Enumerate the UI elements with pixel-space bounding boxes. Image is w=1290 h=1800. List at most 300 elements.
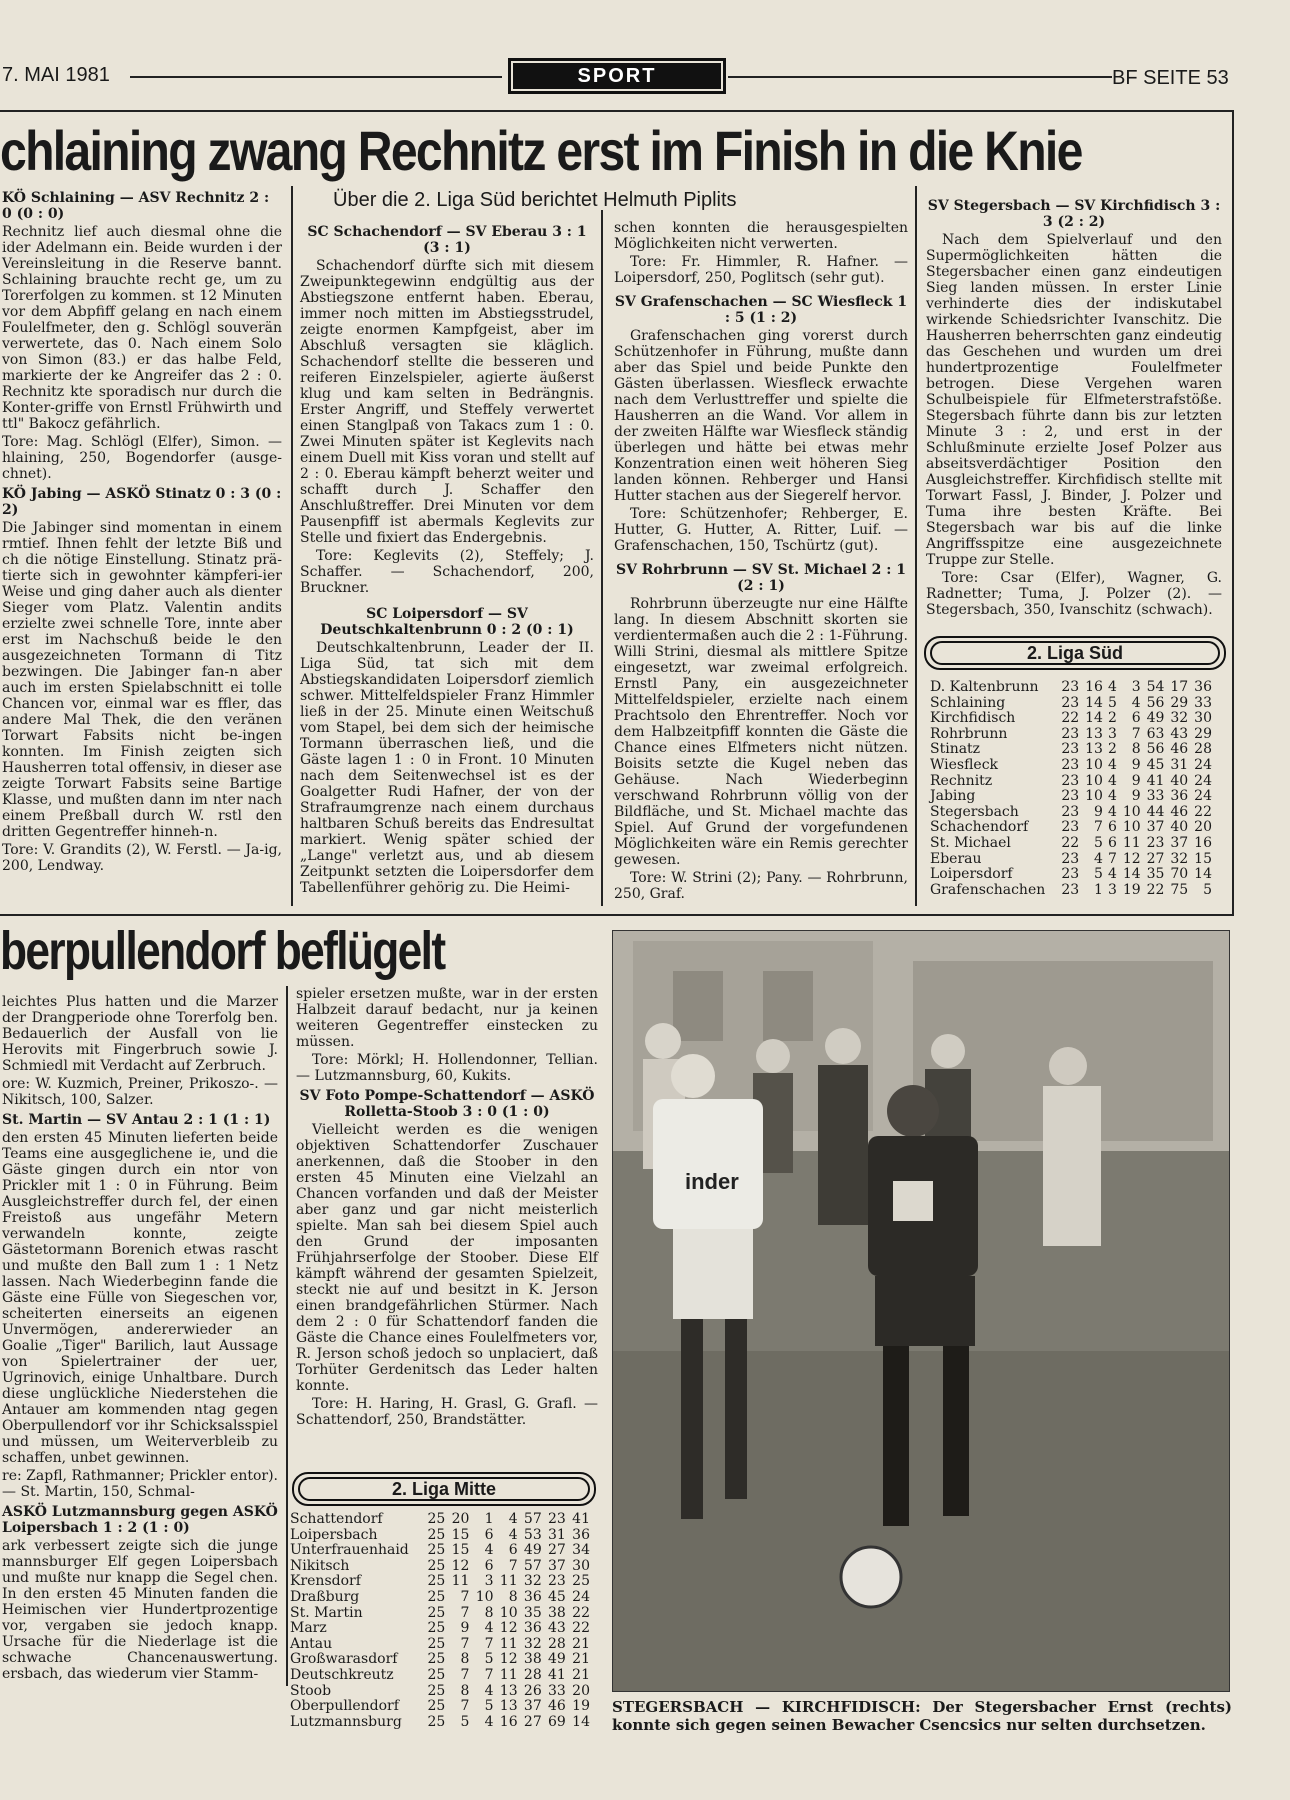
stat-cell: 25 [427,1698,446,1715]
stat-cell: 10 [475,1588,494,1605]
stat-cell: 31 [1170,756,1189,773]
league-table-mitte [290,1512,590,1730]
stat-cell: 22 [1146,881,1165,898]
page-number: BF SEITE 53 [1112,67,1229,89]
stat-cell: 23 [1061,694,1080,711]
stat-cell: 28 [523,1666,542,1683]
table-row [930,742,1212,758]
team-name: Schlaining [930,694,1006,711]
stat-cell: 11 [499,1573,518,1590]
stat-cell: 8 [508,1588,518,1605]
article-column-3 [614,220,908,910]
stat-cell: 22 [572,1604,590,1621]
stat-cell: 41 [572,1511,590,1527]
stat-cell: 25 [427,1588,446,1605]
article-column-5 [2,994,278,1734]
stat-cell: 27 [523,1713,542,1730]
match-heading: SC Schachendorf — SV Eberau 3 : 1 (3 : 1) [307,224,587,256]
team-name: Unterfrauenhaid [290,1542,409,1559]
match-report: Schachendorf dürfte sich mit diesem Zweipunktegewinn endgültig aus der Abstiegszone entfernt haben. Eberau, immer noch mitten im Abstiegsstrudel, zeigte enormen Kampfgeist, aber im Abschluß versagten sie kläglich. Schachendorf stellte die besseren und reiferen Einzelspieler, agierte äußerst klug und kam selten in Bedrängnis. Erster Angriff, und Steffely verwertet einen Stanglpaß von Takacs zum 1 : 0. Zwei Minuten später ist Keglevits nach einem Duell mit Kiss voran und stellt auf 2 : 0. Eberau kämpft beherzt weiter und schafft durch J. Schaffer den Anschlußtreffer. Drei Minuten vor dem Pausenpfiff ist abermals Keglevits zur Stelle und fixiert das Endergebnis. [300,258,594,546]
stat-cell: 40 [1170,772,1189,789]
stat-cell: 37 [523,1698,542,1715]
stat-cell: 49 [1146,710,1165,727]
match-report: schen konnten die herausgespielten Möglichkeiten nicht verwerten. [614,220,908,252]
table-row [290,1574,590,1590]
stat-cell: 4 [1108,772,1117,789]
team-name: Deutschkreutz [290,1666,394,1683]
stat-cell: 43 [1170,725,1189,742]
stat-cell: 2 [1108,710,1117,727]
team-name: Rohrbrunn [930,725,1008,742]
table-row [290,1512,590,1528]
stat-cell: 7 [1108,850,1117,867]
team-name: Grafenschachen [930,881,1046,898]
stat-cell: 21 [572,1635,590,1652]
match-report: Nach dem Spielverlauf und den Supermöglichkeiten hätten die Stegersbacher einen ganz eindeutigen Sieg landen müssen. In erster Linie verhinderte dies der indiskutabel wirkende Schiedsrichter Ivanschitz. Die Hausherren beherrschten ganz eindeutig das Geschehen und wurden um drei hundertprozentige Foulelfmeter betrogen. Diese Vergehen waren Schulbeispiele für Elfmeterstrafstöße. Stegersbach führte dann bis zur letzten Minute 3 : 2, und erst in der Schlußminute erzielte Josef Polzer aus abseitsverdächtiger Position den Ausgleichstreffer. Kirchfidisch stellte mit Torwart Fassl, J. Binder, J. Polzer und Tuma ihre besten Kräfte. Bei Stegersbach war bis auf die linke Angriffsspitze eine ausgezeichnete Truppe zur Stelle. [926,232,1222,568]
stat-cell: 7 [460,1588,470,1605]
stat-cell: 11 [451,1573,470,1590]
stat-cell: 30 [572,1557,590,1574]
team-name: Rechnitz [930,772,993,789]
table-row [290,1590,590,1606]
stat-cell: 13 [499,1698,518,1715]
team-name: D. Kaltenbrunn [930,679,1039,695]
table-row [290,1699,590,1715]
stat-cell: 10 [499,1604,518,1621]
stat-cell: 56 [1146,741,1165,758]
stat-cell: 38 [523,1651,542,1668]
stat-cell: 10 [1085,772,1103,789]
stat-cell: 10 [1085,788,1103,805]
stat-cell: 44 [1146,803,1165,820]
stat-cell: 33 [1194,694,1212,711]
stat-cell: 16 [1194,834,1212,851]
stat-cell: 27 [1146,850,1165,867]
table-row [930,852,1212,868]
stat-cell: 7 [460,1635,470,1652]
stat-cell: 9 [1094,803,1103,820]
stat-cell: 7 [460,1666,470,1683]
team-name: Stoob [290,1682,332,1699]
stat-cell: 20 [451,1511,470,1527]
stat-cell: 24 [1194,772,1212,789]
stat-cell: 11 [1122,834,1141,851]
stat-cell: 26 [523,1682,542,1699]
stat-cell: 54 [1146,679,1165,695]
stat-cell: 25 [427,1635,446,1652]
stat-cell: 5 [1094,866,1103,883]
stat-cell: 23 [548,1511,566,1527]
match-heading: KÖ Jabing — ASKÖ Stinatz 0 : 3 (0 : 2) [2,486,282,518]
stat-cell: 22 [1061,710,1080,727]
stat-cell: 36 [572,1526,590,1543]
stat-cell: 25 [427,1620,446,1637]
stat-cell: 5 [484,1651,494,1668]
stat-cell: 23 [1061,772,1080,789]
stat-cell: 9 [1131,788,1141,805]
match-report: Die Jabinger sind momentan in einem rmtief. Ihnen fehlt der letzte Biß und ch die nötige Einstellung. Stinatz prä-tierte sich in gewohnter kämpferi-ier Weise und ging daher auch als dienter Sieger vom Platz. Valentin andits erzielte zwei schnelle Tore, innte aber erst im Nachschuß beide le den ausgezeichneten Tormann di Titz bezwingen. Die Jabinger fan-n aber auch im ersten Spielabschnitt ei tolle Chancen vor, einmal war es ffler, das andere Mal Thek, die den veränen Torwart Fabsits nicht be-ingen konnten. Im Finish zeigten sich Hausherren total offensiv, in dieser ase zeigte Torwart Fabsits seine Bartige Klasse, und mußten dann im nter nach einem Preßball durch W. rstl den dritten Gegentreffer hinneh-n. [2,520,282,840]
stat-cell: 45 [548,1588,566,1605]
table-row [290,1528,590,1544]
stat-cell: 23 [1061,741,1080,758]
stat-cell: 7 [1094,819,1103,836]
stat-cell: 40 [1170,819,1189,836]
stat-cell: 41 [1146,772,1165,789]
stat-cell: 14 [1122,866,1141,883]
stat-cell: 22 [1061,834,1080,851]
stat-cell: 33 [1146,788,1165,805]
stat-cell: 4 [484,1713,494,1730]
stat-cell: 15 [451,1526,470,1543]
table-row [930,696,1212,712]
stat-cell: 22 [1194,803,1212,820]
table-row [930,867,1212,883]
stat-cell: 36 [1170,788,1189,805]
stat-cell: 45 [1146,756,1165,773]
stat-cell: 5 [1094,834,1103,851]
stat-cell: 23 [1061,803,1080,820]
stat-cell: 36 [523,1620,542,1637]
team-name: Schattendorf [290,1511,383,1527]
stat-cell: 13 [1085,725,1103,742]
league-table-title: 2. Liga Mitte [298,1477,590,1501]
table-row [930,774,1212,790]
stat-cell: 7 [484,1635,494,1652]
stat-cell: 14 [1085,710,1103,727]
match-report: den ersten 45 Minuten lieferten beide Teams eine ausgeglichene ie, und die Gäste gingen durch ein ntor von Prickler mit 1 : 0 in Führung. Beim Ausgleichstreffer durch fel, der einen Freistoß aus ungefähr Metern verwandeln konnte, zeigte Gästetormann Borenich etwas rascht und mußte den Ball zum 1 : 1 Netz lassen. Nach Wiederbeginn fande die Gäste eine Fülle von Siegeschen vor, scheiterten einerseits an eigenen Unvermögen, andererwieder an Goalie „Tiger" Barilich, laut Aussage von Spielertrainer der uer, Ugrinovich, einige Unhaltbare. Durch diese unglückliche Niederstehen die Antauer am kommenden ntag gegen Oberpullendorf vor ihr Schicksalsspiel und müssen, um Weiterverbleib zu schaffen, unbet gewinnen. [2,1130,278,1466]
stat-cell: 29 [1170,694,1189,711]
stat-cell: 29 [1194,725,1212,742]
stat-cell: 14 [1194,866,1212,883]
table-row [930,836,1212,852]
frame-top [0,110,1234,112]
stat-cell: 4 [1094,850,1103,867]
stat-cell: 5 [1108,694,1117,711]
stat-cell: 31 [548,1526,566,1543]
table-row [290,1715,590,1731]
stat-cell: 23 [1061,850,1080,867]
stat-cell: 4 [484,1682,494,1699]
stat-cell: 23 [1061,756,1080,773]
match-report: leichtes Plus hatten und die Marzer der Drangperiode ohne Torerfolg ben. Bedauerlich der Ausfall von lie Herovits mit Fingerbruch sowie J. Schmiedl mit Verdacht auf Zerbruch. [2,994,278,1074]
stat-cell: 7 [508,1557,518,1574]
stat-cell: 5 [1203,881,1212,898]
match-report: Deutschkaltenbrunn, Leader der II. Liga Süd, tat sich mit dem Abstiegskandidaten Loipersdorf ziemlich schwer. Mittelfeldspieler Franz Himmler ließ in der 25. Minute einen Weitschuß vom Stapel, bei dem sich der heimische Tormann überraschen ließ, und die Gäste lagen 1 : 0 in Front. 10 Minuten nach dem Seitenwechsel ist es der Goalgetter Rudi Hafner, der von der Strafraumgrenze nach einem durchaus haltbaren Schuß bereits das Endresultat markiert. Wenig später schied der „Lange" verletzt aus, und ab diesem Zeitpunkt setzten die Loipersdorfer dem Tabellenführer gehörig zu. Die Heimi- [300,640,594,896]
stat-cell: 33 [548,1682,566,1699]
stat-cell: 35 [523,1604,542,1621]
stat-cell: 32 [1170,850,1189,867]
match-heading: SV Rohrbrunn — SV St. Michael 2 : 1 (2 : 1) [615,562,907,594]
stat-cell: 25 [427,1604,446,1621]
stat-cell: 3 [1108,725,1117,742]
table-row [930,883,1212,899]
stat-cell: 24 [572,1588,590,1605]
stat-cell: 23 [1061,819,1080,836]
stat-cell: 63 [1146,725,1165,742]
stat-cell: 23 [548,1573,566,1590]
team-name: Krensdorf [290,1573,361,1590]
stat-cell: 69 [548,1713,566,1730]
stat-cell: 22 [572,1620,590,1637]
team-name: Jabing [930,788,976,805]
match-report: spieler ersetzen mußte, war in der ersten Halbzeit darauf bedacht, nur ja keinen weiteren Gegentreffer einstecken zu müssen. [296,986,598,1050]
stat-cell: 3 [1108,881,1117,898]
table-row [930,805,1212,821]
stat-cell: 23 [1146,834,1165,851]
stat-cell: 6 [1131,710,1141,727]
stat-cell: 7 [484,1666,494,1683]
stat-cell: 46 [1170,803,1189,820]
stat-cell: 14 [1085,694,1103,711]
table-row [930,680,1212,696]
stat-cell: 46 [1170,741,1189,758]
stat-cell: 4 [1108,803,1117,820]
stat-cell: 12 [499,1651,518,1668]
table-row [930,758,1212,774]
match-summary: Tore: Keglevits (2), Steffely; J. Schaffer. — Schachendorf, 200, Bruckner. [300,548,594,596]
stat-cell: 19 [572,1698,590,1715]
match-summary: ore: W. Kuzmich, Preiner, Prikoszo-. — Nikitsch, 100, Salzer. [2,1076,278,1108]
stat-cell: 16 [1085,679,1103,695]
team-name: Stinatz [930,741,981,758]
match-summary: Tore: Fr. Himmler, R. Hafner. — Loipersdorf, 250, Poglitsch (sehr gut). [614,254,908,286]
league-table-title-box [292,1472,596,1506]
stat-cell: 6 [508,1542,518,1559]
stat-cell: 8 [460,1682,470,1699]
table-row [290,1652,590,1668]
header-rule-left [130,76,502,78]
stat-cell: 35 [1146,866,1165,883]
stat-cell: 5 [484,1698,494,1715]
stat-cell: 20 [1194,819,1212,836]
match-summary: Tore: Schützenhofer; Rehberger, E. Hutter, G. Hutter, A. Ritter, Luif. — Grafenschachen, 150, Tschürtz (gut). [614,506,908,554]
match-report: Rechnitz lief auch diesmal ohne die ider Adelmann ein. Beide wurden i der Vereinsleitung in die Reserve bannt. Schlaining brauchte recht ge, um zu Torerfolgen zu kommen. st 12 Minuten vor dem Abpfiff gelang en nach einem Foulelfmeter, den g. Schlögl souverän verwertete, das 0. Nach einem Solo von Simon (83.) er das halbe Feld, markierte der ke Angreifer das 2 : 0. Rechnitz kte sporadisch nur durch die Konter-griffe von Ernstl Frühwirth und ttl" Bakocz gefährlich. [2,224,282,432]
stat-cell: 57 [523,1511,542,1527]
match-summary: Tore: Csar (Elfer), Wagner, G. Radnetter; Tuma, J. Polzer (2). — Stegersbach, 350, Ivanschitz (schwach). [926,570,1222,618]
team-name: Schachendorf [930,819,1029,836]
table-row [290,1606,590,1622]
stat-cell: 49 [523,1542,542,1559]
team-name: Loipersbach [290,1526,378,1543]
team-name: Loipersdorf [930,866,1013,883]
section-label: SPORT [508,58,726,94]
match-photo-illustration [613,931,1229,1691]
stat-cell: 13 [499,1682,518,1699]
stat-cell: 25 [427,1557,446,1574]
main-headline: chlaining zwang Rechnitz erst im Finish in die Knie [0,119,1082,182]
stat-cell: 41 [548,1666,566,1683]
stat-cell: 46 [548,1698,566,1715]
stat-cell: 25 [427,1713,446,1730]
stat-cell: 6 [484,1557,494,1574]
stat-cell: 75 [1170,881,1189,898]
stat-cell: 6 [1108,819,1117,836]
stat-cell: 25 [427,1511,446,1527]
stat-cell: 24 [1194,756,1212,773]
match-summary: Tore: V. Grandits (2), W. Ferstl. — Ja-ig, 200, Lendway. [2,842,282,874]
stat-cell: 23 [1061,679,1080,695]
table-row [930,820,1212,836]
team-name: Antau [290,1635,333,1652]
article-column-1 [2,186,282,910]
stat-cell: 25 [427,1682,446,1699]
match-heading: ASKÖ Lutzmannsburg gegen ASKÖ Loipersbach 1 : 2 (1 : 0) [2,1504,278,1536]
stat-cell: 4 [484,1542,494,1559]
match-summary: Tore: Mörkl; H. Hollendonner, Tellian. — Lutzmannsburg, 60, Kukits. [296,1052,598,1084]
match-heading: KÖ Schlaining — ASV Rechnitz 2 : 0 (0 : 0) [2,190,270,222]
stat-cell: 20 [572,1682,590,1699]
team-name: Großwarasdorf [290,1651,398,1668]
league-table-title-box [924,636,1226,670]
article-column-6 [296,986,598,1428]
stat-cell: 57 [523,1557,542,1574]
stat-cell: 4 [1108,756,1117,773]
jersey-lettering: inder [685,1169,739,1194]
team-name: Draßburg [290,1588,360,1605]
stat-cell: 17 [1170,679,1189,695]
stat-cell: 4 [508,1511,518,1527]
match-heading: SV Grafenschachen — SC Wiesfleck 1 : 5 (1 : 2) [614,294,908,326]
stat-cell: 8 [1131,741,1141,758]
stat-cell: 3 [1131,679,1141,695]
stat-cell: 4 [1108,866,1117,883]
stat-cell: 10 [1122,819,1141,836]
stat-cell: 37 [1146,819,1165,836]
stat-cell: 2 [1108,741,1117,758]
stat-cell: 25 [572,1573,590,1590]
article-column-2 [300,220,594,910]
table-row [290,1543,590,1559]
table-row [930,711,1212,727]
stat-cell: 25 [427,1526,446,1543]
stat-cell: 8 [460,1651,470,1668]
stat-cell: 23 [1061,881,1080,898]
col-divider-3 [915,186,917,906]
match-summary: Tore: Mag. Schlögl (Elfer), Simon. — hlaining, 250, Bogendorfer (ausge-chnet). [2,434,282,482]
stat-cell: 27 [548,1542,566,1559]
table-row [930,727,1212,743]
stat-cell: 28 [1194,741,1212,758]
stat-cell: 7 [460,1698,470,1715]
col-divider-2 [601,210,603,906]
stat-cell: 1 [484,1511,494,1527]
header-rule-right [728,76,1112,78]
stat-cell: 32 [523,1635,542,1652]
stat-cell: 14 [572,1713,590,1730]
stat-cell: 37 [1170,834,1189,851]
stat-cell: 32 [523,1573,542,1590]
stat-cell: 12 [499,1620,518,1637]
stat-cell: 4 [484,1620,494,1637]
stat-cell: 9 [1131,772,1141,789]
team-name: Eberau [930,850,982,867]
team-name: Lutzmannsburg [290,1713,402,1730]
team-name: St. Michael [930,834,1011,851]
match-report: Rohrbrunn überzeugte nur eine Hälfte lang. In diesem Abschnitt skorten sie verdientermaßen auch die 2 : 1-Führung. Willi Strini, diesmal als mittlere Spitze eingesetzt, war zweimal erfolgreich. Ernstl Pany, ein ausgezeichneter Mittelfeldspieler, erzielte nach einem Prachtsolo den Ehrentreffer. Noch vor dem Halbzeitpfiff konnten die Gäste die Chance eines Elfmeters nicht nützen. Boisits setzte die Kugel neben das Gehäuse. Nach Wiederbeginn verschwand Rohrbrunn völlig von der Bildfläche, und St. Michael machte das Spiel. Auf Grund der vorgefundenen Möglichkeiten wäre ein Remis gerechter gewesen. [614,596,908,868]
article-column-4 [926,194,1222,618]
table-row [290,1684,590,1700]
league-table-title: 2. Liga Süd [930,641,1220,665]
stat-cell: 10 [1122,803,1141,820]
match-summary: Tore: W. Strini (2); Pany. — Rohrbrunn, 250, Graf. [614,870,908,902]
table-row [290,1621,590,1637]
stat-cell: 1 [1094,881,1103,898]
stat-cell: 19 [1122,881,1141,898]
match-summary: Tore: H. Haring, H. Grasl, G. Grafl. — Schattendorf, 250, Brandstätter. [296,1396,598,1428]
stat-cell: 25 [427,1542,446,1559]
stat-cell: 28 [548,1635,566,1652]
match-photo [612,930,1230,1692]
match-report: Vielleicht werden es die wenigen objektiven Schattendorfer Zuschauer anerkennen, daß die Stoober in den ersten 45 Minuten eine Vielzahl an Chancen vorfanden und daß der Meister aber ganz und gar nicht meisterlich spielte. Man sah bei diesem Spiel auch den Grund der imposanten Frühjahrserfolge der Stoober. Diese Elf kämpft während der gesamten Spielzeit, steckt nie auf und besitzt in K. Jerson einen brandgefährlichen Stürmer. Nach dem 2 : 0 für Schattendorf fanden die Gäste die Chance eines Foulelfmeters vor, R. Jerson schoß jedoch so unplaciert, daß Torhüter Gerdenitsch das Leder halten konnte. [296,1122,598,1394]
stat-cell: 11 [499,1635,518,1652]
byline: Über die 2. Liga Süd berichtet Helmuth Piplits [333,189,737,211]
stat-cell: 10 [1085,756,1103,773]
match-heading: St. Martin — SV Antau 2 : 1 (1 : 1) [2,1112,271,1128]
stat-cell: 16 [499,1713,518,1730]
match-heading: SV Foto Pompe-Schattendorf — ASKÖ Rolletta-Stoob 3 : 0 (1 : 0) [299,1088,595,1120]
stat-cell: 25 [427,1651,446,1668]
table-row [290,1559,590,1575]
team-name: Marz [290,1620,327,1637]
match-heading: SC Loipersdorf — SV Deutschkaltenbrunn 0 : 2 (0 : 1) [320,606,574,638]
stat-cell: 24 [1194,788,1212,805]
stat-cell: 32 [1170,710,1189,727]
stat-cell: 21 [572,1651,590,1668]
match-summary: re: Zapfl, Rathmanner; Prickler entor). — St. Martin, 150, Schmal- [2,1468,278,1500]
stat-cell: 37 [548,1557,566,1574]
match-report: Grafenschachen ging vorerst durch Schützenhofer in Führung, mußte dann aber das Spiel und beide Punkte den Gästen überlassen. Wiesfleck erwachte nach dem Verlusttreffer und spielte die Hausherren an die Wand. Vor allem in der zweiten Hälfte war Wiesfleck ständig überlegen und hätte bei etwas mehr Konzentration einen weit höheren Sieg landen können. Rehberger und Hansi Hutter stachen aus der Siegerelf hervor. [614,328,908,504]
frame-right [1232,110,1234,916]
stat-cell: 11 [499,1666,518,1683]
stat-cell: 7 [1131,725,1141,742]
team-name: Oberpullendorf [290,1698,399,1715]
stat-cell: 38 [548,1604,566,1621]
stat-cell: 23 [1061,725,1080,742]
team-name: Nikitsch [290,1557,350,1574]
match-report: ark verbessert zeigte sich die junge mannsburger Elf gegen Loipersbach und mußte nur knapp die Segel chen. In den ersten 45 Minuten fanden die Heimischen vier Hundertprozentige vor, vergaben sie jedoch knapp. Ursache für die Niederlage ist die schwache Chancenauswertung. ersbach, das wiederum vier Stamm- [2,1538,278,1682]
issue-date: 7. MAI 1981 [2,64,110,86]
stat-cell: 8 [484,1604,494,1621]
table-row [290,1668,590,1684]
stat-cell: 6 [484,1526,494,1543]
stat-cell: 12 [451,1557,470,1574]
league-table-sued [930,680,1212,898]
stat-cell: 34 [572,1542,590,1559]
team-name: Wiesfleck [930,756,999,773]
team-name: St. Martin [290,1604,363,1621]
stat-cell: 4 [1131,694,1141,711]
team-name: Kirchfidisch [930,710,1016,727]
table-row [290,1637,590,1653]
stat-cell: 53 [523,1526,542,1543]
stat-cell: 56 [1146,694,1165,711]
team-name: Stegersbach [930,803,1019,820]
stat-cell: 7 [460,1604,470,1621]
stat-cell: 3 [484,1573,494,1590]
stat-cell: 15 [1194,850,1212,867]
frame-bottom [0,914,1234,916]
stat-cell: 70 [1170,866,1189,883]
stat-cell: 4 [508,1526,518,1543]
stat-cell: 43 [548,1620,566,1637]
col-divider-1 [291,186,293,906]
stat-cell: 9 [460,1620,470,1637]
stat-cell: 13 [1085,741,1103,758]
stat-cell: 36 [1194,679,1212,695]
second-headline: berpullendorf beflügelt [0,921,445,981]
stat-cell: 21 [572,1666,590,1683]
stat-cell: 4 [1108,788,1117,805]
